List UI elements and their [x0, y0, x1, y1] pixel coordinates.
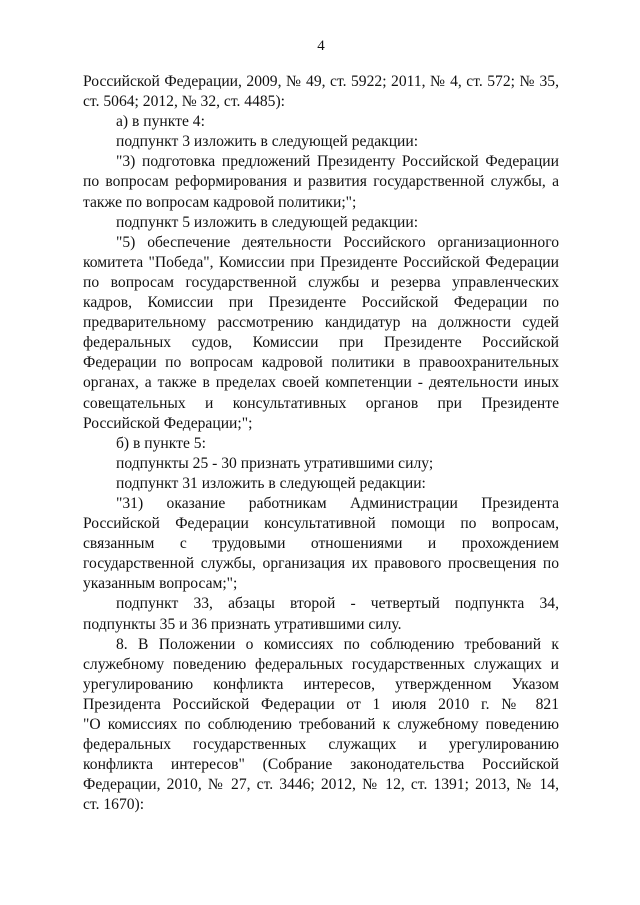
text-line: федеральных государственных служащих и урегулированию	[83, 736, 559, 754]
text-line: Президента Российской Федерации от 1 июля 2010 г. № 821	[83, 695, 559, 713]
text-line: "3) подготовка предложений Президенту Российской Федерации	[116, 153, 559, 171]
text-line: Федерации по вопросам кадровой политики в правоохранительных	[83, 354, 559, 372]
text-line: Российской Федерации консультативной помощи по вопросам,	[83, 515, 559, 533]
document-body	[83, 72, 559, 815]
text-line: подпункт 33, абзацы второй - четвертый подпункта 34,	[116, 595, 559, 613]
text-line: Российской Федерации;";	[83, 414, 253, 432]
text-line: кадров, Комиссии при Президенте Российской Федерации по	[83, 294, 559, 312]
text-line: а) в пункте 4:	[116, 113, 205, 131]
text-line: федеральных судов, Комиссии при Президенте Российской	[83, 334, 559, 352]
text-line: подпункты 35 и 36 признать утратившими силу.	[83, 615, 402, 633]
text-line: подпункт 5 изложить в следующей редакции:	[116, 213, 419, 231]
text-line: 8. В Положении о комиссиях по соблюдению требований к	[116, 635, 559, 653]
text-line: подпункты 25 - 30 признать утратившими силу;	[116, 454, 434, 472]
text-line: по вопросам реформирования и развития государственной службы, а	[83, 173, 559, 191]
text-line: урегулированию конфликта интересов, утвержденном Указом	[83, 675, 559, 693]
text-line: указанным вопросам;";	[83, 575, 238, 593]
text-line: ст. 1670):	[83, 796, 145, 814]
text-line: Российской Федерации, 2009, № 49, ст. 5922; 2011, № 4, ст. 572; № 35,	[83, 73, 559, 90]
text-line: служебному поведению федеральных государственных служащих и	[83, 655, 559, 673]
text-line: подпункт 31 изложить в следующей редакции:	[116, 474, 426, 492]
text-line: конфликта интересов" (Собрание законодательства Российской	[83, 756, 559, 774]
text-line: "5) обеспечение деятельности Российского организационного	[116, 233, 559, 251]
text-line: комитета "Победа", Комиссии при Президенте Российской Федерации	[83, 253, 559, 271]
text-line: подпункт 3 изложить в следующей редакции:	[116, 133, 419, 151]
text-line: государственной службы, организация их правового просвещения по	[83, 555, 559, 573]
text-line: Федерации, 2010, № 27, ст. 3446; 2012, № 12, ст. 1391; 2013, № 14,	[83, 776, 559, 794]
text-line: б) в пункте 5:	[116, 434, 206, 452]
text-line: также по вопросам кадровой политики;";	[83, 193, 357, 211]
text-line: "31) оказание работникам Администрации Президента	[116, 494, 559, 512]
text-line: совещательных и консультативных органов при Президенте	[83, 394, 559, 412]
text-line: предварительному рассмотрению кандидатур на должности судей	[83, 314, 559, 332]
page-number: 4	[317, 38, 325, 54]
text-line: органах, а также в пределах своей компетенции - деятельности иных	[83, 374, 559, 392]
text-line: ст. 5064; 2012, № 32, ст. 4485):	[83, 93, 286, 111]
text-line: по вопросам государственной службы и резерва управленческих	[83, 273, 559, 291]
text-line: связанным с трудовыми отношениями и прохождением	[83, 535, 559, 553]
text-line: "О комиссиях по соблюдению требований к служебному поведению	[83, 716, 559, 733]
